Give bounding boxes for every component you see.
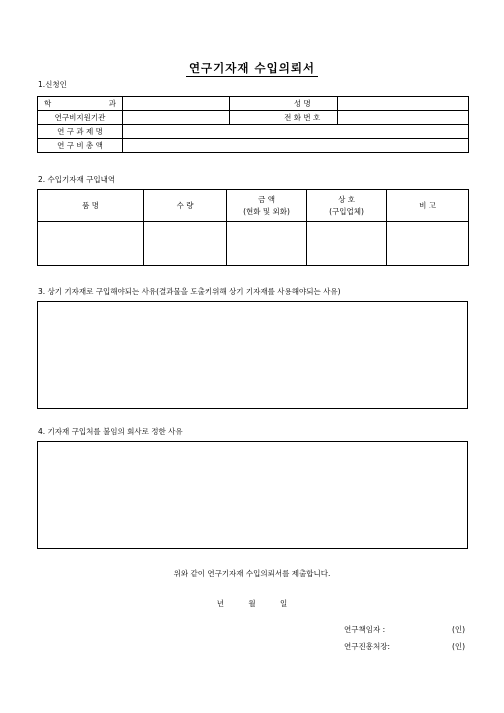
equipment-table bbox=[37, 189, 469, 266]
section3-heading: 3. 상기 기자재로 구입해야되는 사유(결과물을 도출키위해 상기 기자재를 사용해야되는 사유) bbox=[38, 287, 341, 296]
date-month: 월 bbox=[248, 599, 256, 608]
applicant-row-funding bbox=[38, 111, 469, 125]
project-title-value[interactable] bbox=[123, 125, 469, 139]
equipment-row bbox=[38, 222, 469, 266]
note-cell[interactable] bbox=[387, 222, 469, 266]
applicant-row-project bbox=[38, 125, 469, 139]
applicant-table bbox=[37, 96, 469, 153]
department-value[interactable] bbox=[123, 97, 230, 111]
funding-agency-label: 연구비지원기관 bbox=[38, 111, 123, 125]
vendor-reason-box[interactable] bbox=[37, 441, 468, 549]
col-amount-line2: (현화 및 외화) bbox=[243, 206, 290, 216]
name-label: 성 명 bbox=[268, 97, 338, 111]
phone-label: 전 화 번 호 bbox=[268, 111, 338, 125]
applicant-row-budget bbox=[38, 139, 469, 153]
total-budget-value[interactable] bbox=[123, 139, 469, 153]
vendor-cell[interactable] bbox=[307, 222, 387, 266]
section2-heading: 2. 수입기자재 구입내역 bbox=[38, 175, 116, 184]
name-value[interactable] bbox=[338, 97, 469, 111]
col-vendor-line1: 상 호 bbox=[338, 194, 355, 204]
purchase-reason-box[interactable] bbox=[37, 301, 468, 409]
total-budget-label: 연 구 비 총 액 bbox=[38, 139, 123, 153]
section4-heading: 4. 기자재 구입처를 불임의 회사로 정한 사유 bbox=[38, 427, 183, 436]
col-item-name: 품 명 bbox=[38, 190, 144, 222]
date-year: 년 bbox=[216, 599, 224, 608]
department-label: 학 과 bbox=[38, 97, 123, 111]
signer2-label: 연구진흥처장: bbox=[344, 642, 390, 651]
signer1-label: 연구책임자 : bbox=[344, 625, 386, 634]
submission-statement: 위와 같이 연구기자재 수입의뢰서를 제출합니다. bbox=[173, 569, 331, 578]
col-quantity: 수 량 bbox=[144, 190, 227, 222]
signer1-seal: (인) bbox=[452, 625, 466, 634]
amount-cell[interactable] bbox=[227, 222, 307, 266]
project-title-label: 연 구 과 제 명 bbox=[38, 125, 123, 139]
col-note: 비 고 bbox=[387, 190, 469, 222]
signer2-seal: (인) bbox=[452, 642, 466, 651]
phone-value[interactable] bbox=[338, 111, 469, 125]
quantity-cell[interactable] bbox=[144, 222, 227, 266]
col-vendor bbox=[307, 190, 387, 222]
page-title: 연구기자재 수입의뢰서 bbox=[188, 61, 316, 75]
applicant-row-department bbox=[38, 97, 469, 111]
item-name-cell[interactable] bbox=[38, 222, 144, 266]
funding-agency-value[interactable] bbox=[123, 111, 230, 125]
col-vendor-line2: (구입업체) bbox=[329, 206, 364, 216]
date-day: 일 bbox=[280, 599, 288, 608]
col-amount bbox=[227, 190, 307, 222]
section1-heading: 1.신청인 bbox=[38, 80, 67, 89]
col-amount-line1: 금 액 bbox=[258, 194, 275, 204]
equipment-table-header bbox=[38, 190, 469, 222]
date-line bbox=[0, 598, 504, 609]
title-underline bbox=[186, 76, 318, 77]
